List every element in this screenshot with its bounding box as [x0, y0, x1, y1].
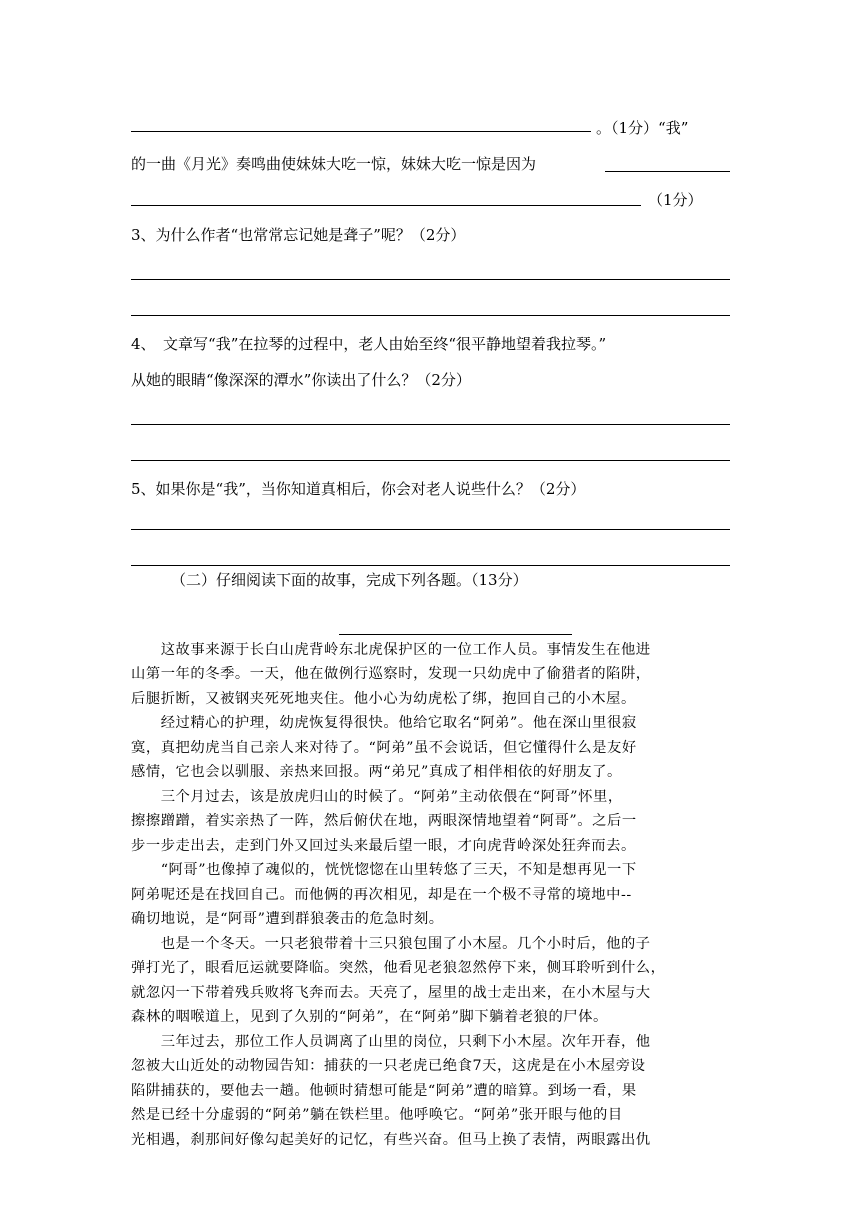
answer-line-q5-a[interactable]	[131, 529, 730, 530]
passage-line: 后腿折断，又被钢夹死死地夹住。他小心为幼虎松了绑，抱回自己的小木屋。	[131, 691, 636, 707]
answer-line-q3-a[interactable]	[131, 279, 730, 280]
passage-line: 感情，它也会以驯服、亲热来回报。两“弟兄”真成了相伴相依的好朋友了。	[131, 764, 622, 780]
passage-line: 光相遇，刹那间好像勾起美好的记忆，有些兴奋。但马上换了表情，两眼露出仇	[131, 1132, 651, 1148]
answer-line-q2-c[interactable]	[131, 205, 641, 206]
q3-text: 3、为什么作者“也常常忘记她是聋子”呢？（2分）	[131, 226, 466, 244]
passage-line: 就忽闪一下带着残兵败将飞奔而去。天亮了，屋里的战士走出来，在小木屋与大	[131, 985, 651, 1001]
passage-line: 弹打光了，眼看厄运就要降临。突然，他看见老狼忽然停下来，侧耳聆听到什么，	[131, 960, 666, 976]
answer-line-q4-b[interactable]	[131, 460, 730, 461]
passage-line: 陷阱捕获的，要他去一趟。他顿时猜想可能是“阿弟”遭的暗算。到场一看，果	[131, 1083, 637, 1099]
q4-line2: 从她的眼睛“像深深的潭水”你读出了什么？（2分）	[131, 371, 471, 389]
answer-line-q5-b[interactable]	[131, 565, 730, 566]
passage-line: 步一步走出去，走到门外又回过头来最后望一眼，才向虎背岭深处狂奔而去。	[131, 838, 636, 854]
passage-line: 森林的咽喉道上，见到了久别的“阿弟”，在“阿弟”脚下躺着老狼的尸体。	[131, 1009, 608, 1025]
passage-line: 三年过去，那位工作人员调离了山里的岗位，只剩下小木屋。次年开春，他	[131, 1034, 651, 1050]
passage-line: 阿弟呢还是在找回自己。而他俩的再次相见，却是在一个极不寻常的境地中--	[131, 887, 632, 903]
section2-heading: （二）仔细阅读下面的故事，完成下列各题。（13分）	[171, 571, 528, 589]
passage-line: 擦擦蹭蹭，着实亲热了一阵，然后俯伏在地，两眼深情地望着“阿哥”。之后一	[131, 813, 637, 829]
answer-line-q2-b[interactable]	[605, 171, 730, 172]
passage-line: 忽被大山近处的动物园告知：捕获的一只老虎已绝食7天，这虎是在小木屋旁设	[131, 1058, 646, 1074]
q4-line1: 4、 文章写“我”在拉琴的过程中，老人由始至终“很平静地望着我拉琴。”	[131, 335, 607, 353]
passage-line: 也是一个冬天。一只老狼带着十三只狼包围了小木屋。几个小时后，他的子	[131, 936, 651, 952]
answer-line-q4-a[interactable]	[131, 424, 730, 425]
passage-line: 确切地说，是“阿哥”遭到群狼袭击的危急时刻。	[131, 911, 444, 927]
passage-line: 经过精心的护理，幼虎恢复得很快。他给它取名“阿弟”。他在深山里很寂	[131, 715, 637, 731]
passage-line: 山第一年的冬季。一天，他在做例行巡察时，发现一只幼虎中了偷猎者的陷阱，	[131, 666, 651, 682]
passage-line: “阿哥”也像掉了魂似的，恍恍惚惚在山里转悠了三天，不知是想再见一下	[131, 862, 637, 878]
passage-line: 三个月过去，该是放虎归山的时候了。“阿弟”主动依偎在“阿哥”怀里，	[131, 789, 623, 805]
title-blank-line[interactable]	[339, 634, 572, 635]
passage-line: 这故事来源于长白山虎背岭东北虎保护区的一位工作人员。事情发生在他进	[131, 642, 651, 658]
q2-line2-text: 的一曲《月光》奏鸣曲使妹妹大吃一惊，妹妹大吃一惊是因为	[131, 155, 537, 173]
answer-line-q2-a[interactable]	[131, 131, 591, 132]
q2-score: （1分）	[648, 191, 703, 209]
q5-text: 5、如果你是“我”，当你知道真相后，你会对老人说些什么？（2分）	[131, 480, 586, 498]
passage-line: 然是已经十分虚弱的“阿弟”躺在铁栏里。他呼唤它。“阿弟”张开眼与他的目	[131, 1107, 623, 1123]
q2-end-text: 。（1分）“我”	[596, 119, 689, 137]
passage-line: 寞，真把幼虎当自己亲人来对待了。“阿弟”虽不会说话，但它懂得什么是友好	[131, 740, 637, 756]
answer-line-q3-b[interactable]	[131, 315, 730, 316]
